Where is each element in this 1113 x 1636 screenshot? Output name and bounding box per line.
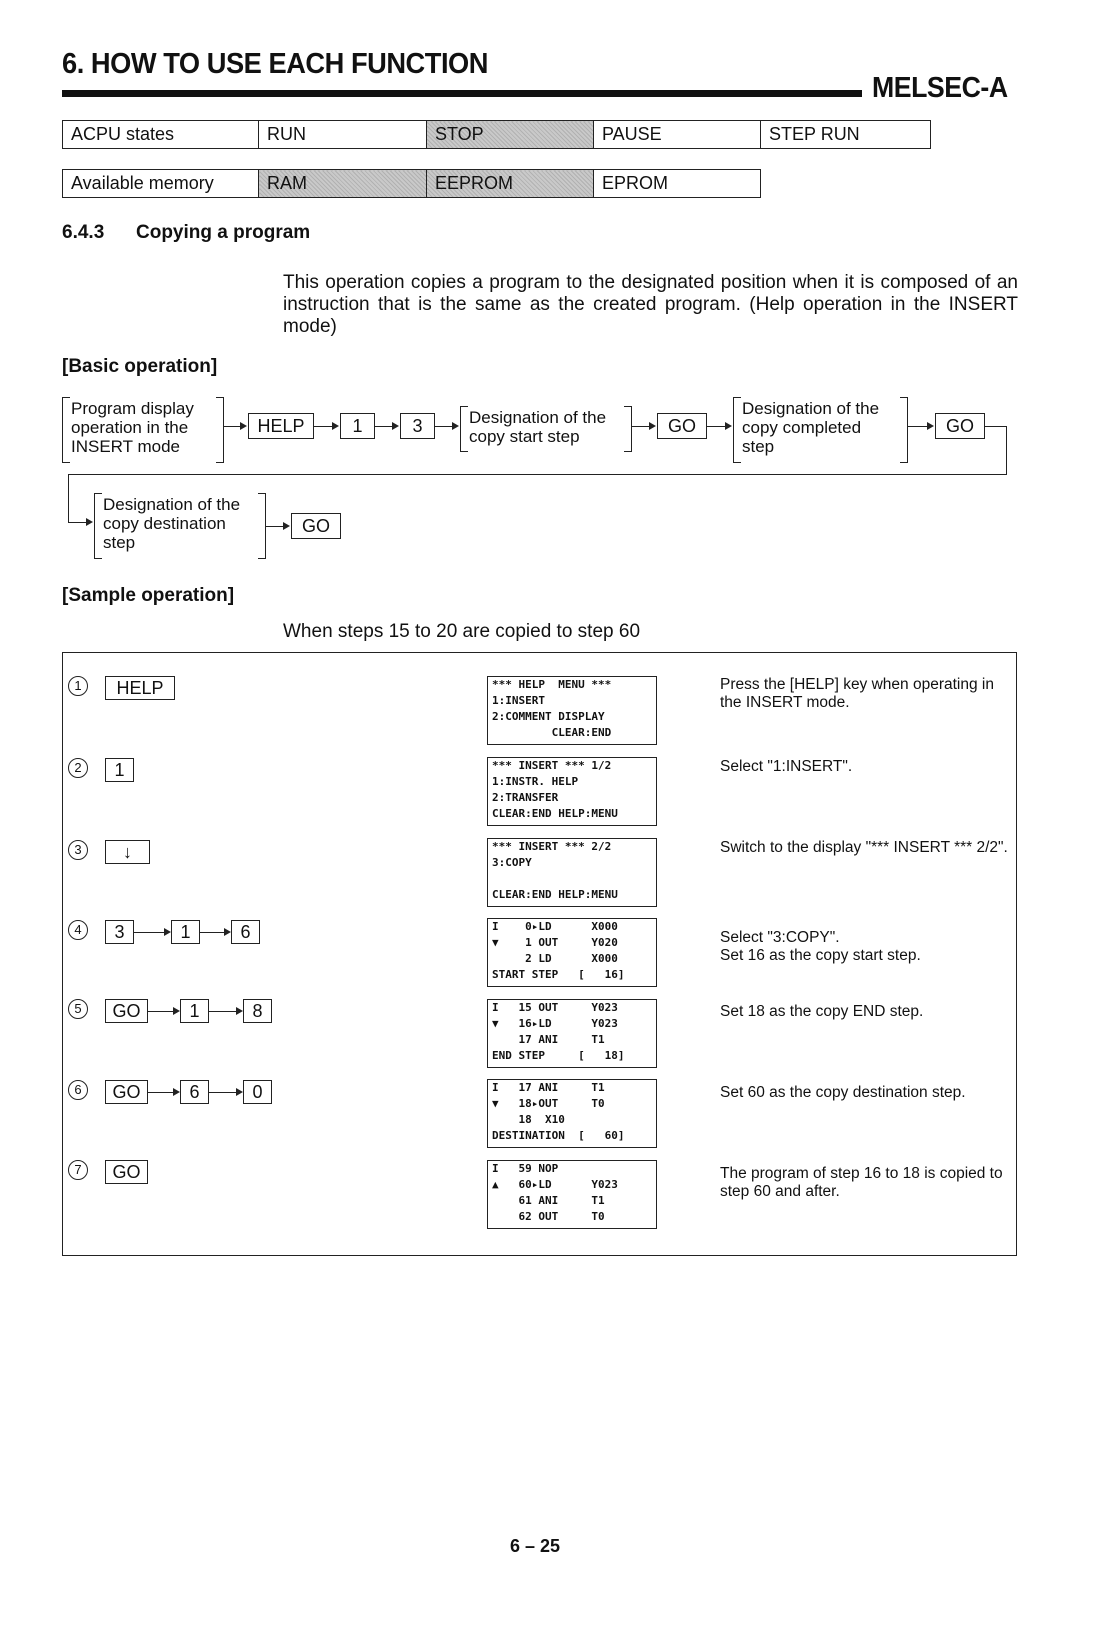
lcd-line: ▼ 18▸OUT T0 (492, 1097, 605, 1110)
lcd-line: 61 ANI T1 (492, 1194, 605, 1207)
flow-copy-completed-line: copy completed (742, 418, 862, 437)
acpu-state-run: RUN (259, 121, 427, 149)
lcd-line: ▲ 60▸LD Y023 (492, 1178, 618, 1191)
intro-paragraph: This operation copies a program to the designated position when it is composed of an instruction that is the same as the created program. (Help operation in the INSERT mode) (283, 272, 1018, 337)
flow-key-3: 3 (400, 413, 435, 439)
acpu-state-pause: PAUSE (594, 121, 761, 149)
key-6: 6 (180, 1080, 209, 1104)
acpu-state-stop: STOP (427, 121, 594, 149)
step-note: Switch to the display "*** INSERT *** 2/2". (720, 839, 1008, 856)
memory-eprom: EPROM (594, 170, 761, 198)
flow-go-key: GO (935, 413, 985, 439)
key-1: 1 (171, 920, 200, 944)
key-0: 0 (243, 1080, 272, 1104)
flow-help-key: HELP (248, 413, 314, 439)
help-key: HELP (105, 676, 175, 700)
flow-copy-start-line: Designation of the (469, 408, 607, 427)
lcd-line: 62 OUT T0 (492, 1210, 605, 1223)
lcd-line: *** HELP MENU *** (492, 678, 612, 691)
flow-go-key: GO (291, 513, 341, 539)
lcd-line: *** INSERT *** 1/2 (492, 759, 612, 772)
header-rule (62, 90, 862, 97)
memory-ram: RAM (259, 170, 427, 198)
page-number: 6 – 25 (510, 1536, 561, 1556)
key-8: 8 (243, 999, 272, 1023)
flow-copy-completed-line: step (742, 437, 775, 456)
go-key: GO (105, 1160, 148, 1184)
flow-start-line: operation in the (71, 418, 189, 437)
sample-caption: When steps 15 to 20 are copied to step 60 (283, 621, 641, 642)
lcd-line: *** INSERT *** 2/2 (492, 840, 612, 853)
step-marker: 2 (68, 758, 88, 778)
lcd-line: 17 ANI T1 (492, 1033, 605, 1046)
lcd-line: I 0▸LD X000 (492, 920, 618, 933)
lcd-line: 1:INSTR. HELP (492, 775, 579, 788)
lcd-screen (487, 999, 657, 1068)
memory-eeprom: EEPROM (427, 170, 594, 198)
flow-key-1: 1 (340, 413, 375, 439)
step-marker: 4 (68, 920, 88, 940)
key-1: 1 (105, 758, 134, 782)
section-number: 6.4.3 (62, 222, 105, 243)
lcd-screen (487, 757, 657, 826)
lcd-line (492, 871, 652, 887)
lcd-line: 2:COMMENT DISPLAY (492, 710, 605, 723)
flow-start-line: Program display (71, 399, 194, 418)
step-marker: 1 (68, 676, 88, 696)
flow-copy-start-line: copy start step (469, 427, 580, 446)
lcd-line: 18 X10 (492, 1113, 565, 1126)
lcd-line: I 59 NOP (492, 1162, 559, 1175)
go-key: GO (105, 1080, 148, 1104)
flow-start-bracket (62, 397, 224, 463)
basic-operation-heading: [Basic operation] (62, 356, 218, 377)
step-note: Press the [HELP] key when operating in the INSERT mode. (720, 676, 994, 711)
lcd-line: DESTINATION [ 60] (492, 1129, 625, 1142)
sample-operation-heading: [Sample operation] (62, 585, 235, 606)
key-1: 1 (180, 999, 209, 1023)
step-marker: 5 (68, 999, 88, 1019)
lcd-screen (487, 676, 657, 745)
lcd-screen (487, 838, 657, 907)
flow-go-key: GO (657, 413, 707, 439)
acpu-state-step-run: STEP RUN (761, 121, 931, 149)
lcd-line: END STEP [ 18] (492, 1049, 625, 1062)
step-note: Set 60 as the copy destination step. (720, 1084, 966, 1101)
lcd-line: ▼ 1 OUT Y020 (492, 936, 618, 949)
step-note: Select "3:COPY". Set 16 as the copy start step. (720, 929, 921, 964)
available-memory-table (62, 169, 761, 198)
lcd-screen (487, 1160, 657, 1229)
lcd-line: CLEAR:END (492, 726, 612, 739)
lcd-screen (487, 918, 657, 987)
step-marker: 7 (68, 1160, 88, 1180)
lcd-line: START STEP [ 16] (492, 968, 625, 981)
lcd-line: 3:COPY (492, 856, 532, 869)
acpu-states-table (62, 120, 931, 149)
flow-copy-destination-line: Designation of the (103, 495, 241, 514)
lcd-line: 2:TRANSFER (492, 791, 559, 804)
flow-copy-destination-line: copy destination (103, 514, 226, 533)
available-memory-label: Available memory (63, 170, 259, 198)
lcd-line: I 17 ANI T1 (492, 1081, 605, 1094)
lcd-screen (487, 1079, 657, 1148)
flow-copy-destination-bracket (94, 493, 266, 559)
key-6: 6 (231, 920, 260, 944)
lcd-line: 2 LD X000 (492, 952, 618, 965)
go-key: GO (105, 999, 148, 1023)
key-3: 3 (105, 920, 134, 944)
flow-start-line: INSERT mode (71, 437, 180, 456)
lcd-line: I 15 OUT Y023 (492, 1001, 618, 1014)
flow-copy-completed-bracket (733, 397, 908, 463)
arrow-down-key: ↓ (105, 840, 150, 864)
lcd-line: 1:INSERT (492, 694, 545, 707)
lcd-line: CLEAR:END HELP:MENU (492, 888, 618, 901)
lcd-line: CLEAR:END HELP:MENU (492, 807, 618, 820)
flow-copy-start-bracket (460, 406, 632, 452)
flow-copy-destination-line: step (103, 533, 136, 552)
chapter-title: 6. HOW TO USE EACH FUNCTION (62, 48, 489, 80)
lcd-line: ▼ 16▸LD Y023 (492, 1017, 618, 1030)
step-note: Select "1:INSERT". (720, 758, 853, 775)
brand-logo: MELSEC-A (872, 72, 1008, 104)
step-marker: 3 (68, 840, 88, 860)
step-note: Set 18 as the copy END step. (720, 1003, 924, 1020)
section-heading (62, 222, 310, 244)
step-marker: 6 (68, 1080, 88, 1100)
acpu-states-label: ACPU states (63, 121, 259, 149)
section-title: Copying a program (136, 222, 311, 243)
flow-copy-completed-line: Designation of the (742, 399, 880, 418)
step-note: The program of step 16 to 18 is copied to step 60 and after. (720, 1165, 1003, 1200)
